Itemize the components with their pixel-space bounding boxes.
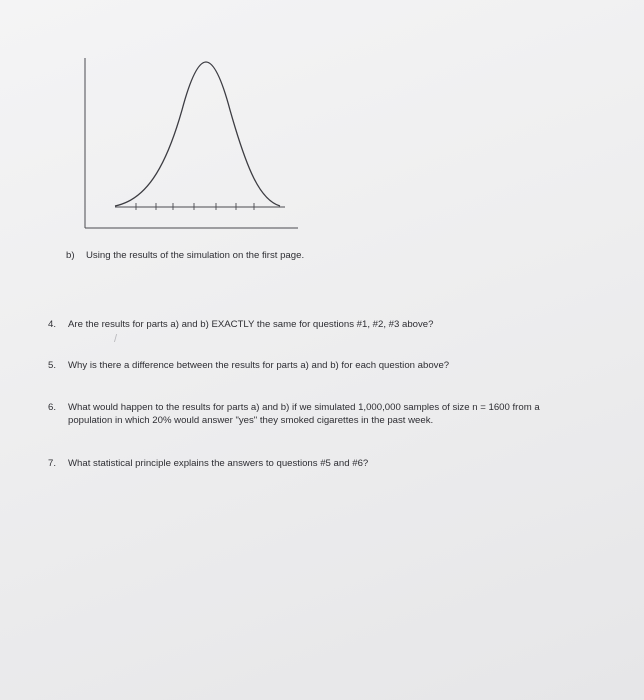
question-4-text: Are the results for parts a) and b) EXACTLY the same for questions #1, #2, #3 above? [68, 319, 434, 330]
stray-pen-mark: / [114, 333, 118, 345]
question-5-text: Why is there a difference between the results for parts a) and b) for each question above? [68, 360, 450, 371]
question-5-number: 5. [48, 360, 57, 371]
question-6-text-line-2: population in which 20% would answer "yes" they smoked cigarettes in the past week. [68, 415, 434, 426]
question-4-number: 4. [48, 319, 57, 330]
question-6-number: 6. [48, 402, 57, 413]
part-b-label: b) [66, 250, 75, 261]
part-b-text: Using the results of the simulation on the first page. [86, 250, 305, 261]
bell-curve [115, 62, 280, 206]
normal-curve-graph [70, 50, 300, 240]
question-6-text-line-1: What would happen to the results for parts a) and b) if we simulated 1,000,000 samples of size n = 1600 from a [68, 402, 540, 413]
question-7-text: What statistical principle explains the answers to questions #5 and #6? [68, 458, 369, 469]
question-7-number: 7. [48, 458, 57, 469]
